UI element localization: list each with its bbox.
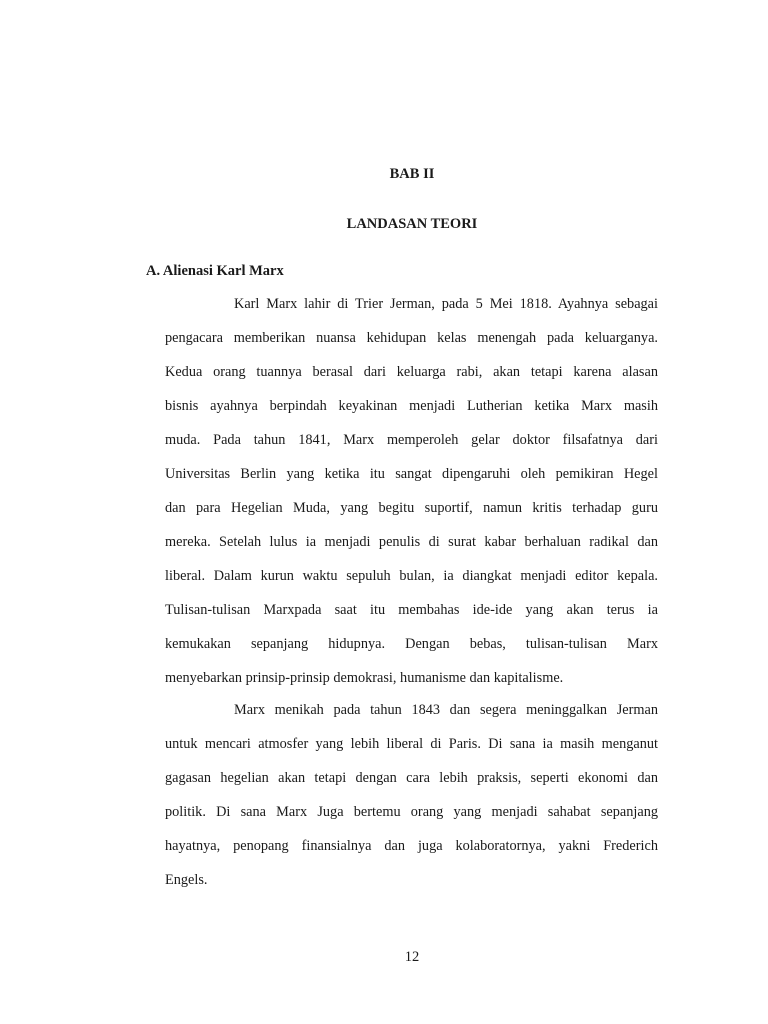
- paragraph-1: [165, 287, 658, 695]
- paragraph-line: Universitas Berlin yang ketika itu sangat dipengaruhi oleh pemikiran Hegel: [165, 466, 658, 482]
- chapter-title: LANDASAN TEORI: [346, 216, 478, 232]
- paragraph-line: Kedua orang tuannya berasal dari keluarga rabi, akan tetapi karena alasan: [165, 364, 658, 380]
- paragraph-line: dan para Hegelian Muda, yang begitu suportif, namun kritis terhadap guru: [165, 500, 658, 516]
- paragraph-line: muda. Pada tahun 1841, Marx memperoleh gelar doktor filsafatnya dari: [165, 432, 658, 448]
- paragraph-line: pengacara memberikan nuansa kehidupan kelas menengah pada keluarganya.: [165, 330, 658, 346]
- paragraph-line: Karl Marx lahir di Trier Jerman, pada 5 Mei 1818. Ayahnya sebagai: [234, 296, 658, 312]
- paragraph-line: kemukakan sepanjang hidupnya. Dengan bebas, tulisan-tulisan Marx: [165, 636, 658, 652]
- paragraph-line: Engels.: [165, 872, 208, 888]
- chapter-number: BAB II: [389, 166, 435, 182]
- page-number: 12: [404, 949, 420, 965]
- section-heading: A. Alienasi Karl Marx: [146, 263, 284, 279]
- paragraph-line: Tulisan-tulisan Marxpada saat itu membahas ide-ide yang akan terus ia: [165, 602, 658, 618]
- paragraph-line: gagasan hegelian akan tetapi dengan cara lebih praksis, seperti ekonomi dan: [165, 770, 658, 786]
- paragraph-line: mereka. Setelah lulus ia menjadi penulis di surat kabar berhaluan radikal dan: [165, 534, 658, 550]
- paragraph-line: bisnis ayahnya berpindah keyakinan menjadi Lutherian ketika Marx masih: [165, 398, 658, 414]
- paragraph-line: untuk mencari atmosfer yang lebih liberal di Paris. Di sana ia masih menganut: [165, 736, 658, 752]
- paragraph-line: hayatnya, penopang finansialnya dan juga kolaboratornya, yakni Frederich: [165, 838, 658, 854]
- paragraph-line: politik. Di sana Marx Juga bertemu orang yang menjadi sahabat sepanjang: [165, 804, 658, 820]
- paragraph-line: Marx menikah pada tahun 1843 dan segera meninggalkan Jerman: [234, 702, 658, 718]
- paragraph-line: menyebarkan prinsip-prinsip demokrasi, humanisme dan kapitalisme.: [165, 670, 564, 686]
- paragraph-line: liberal. Dalam kurun waktu sepuluh bulan, ia diangkat menjadi editor kepala.: [165, 568, 658, 584]
- paragraph-2: [165, 693, 658, 897]
